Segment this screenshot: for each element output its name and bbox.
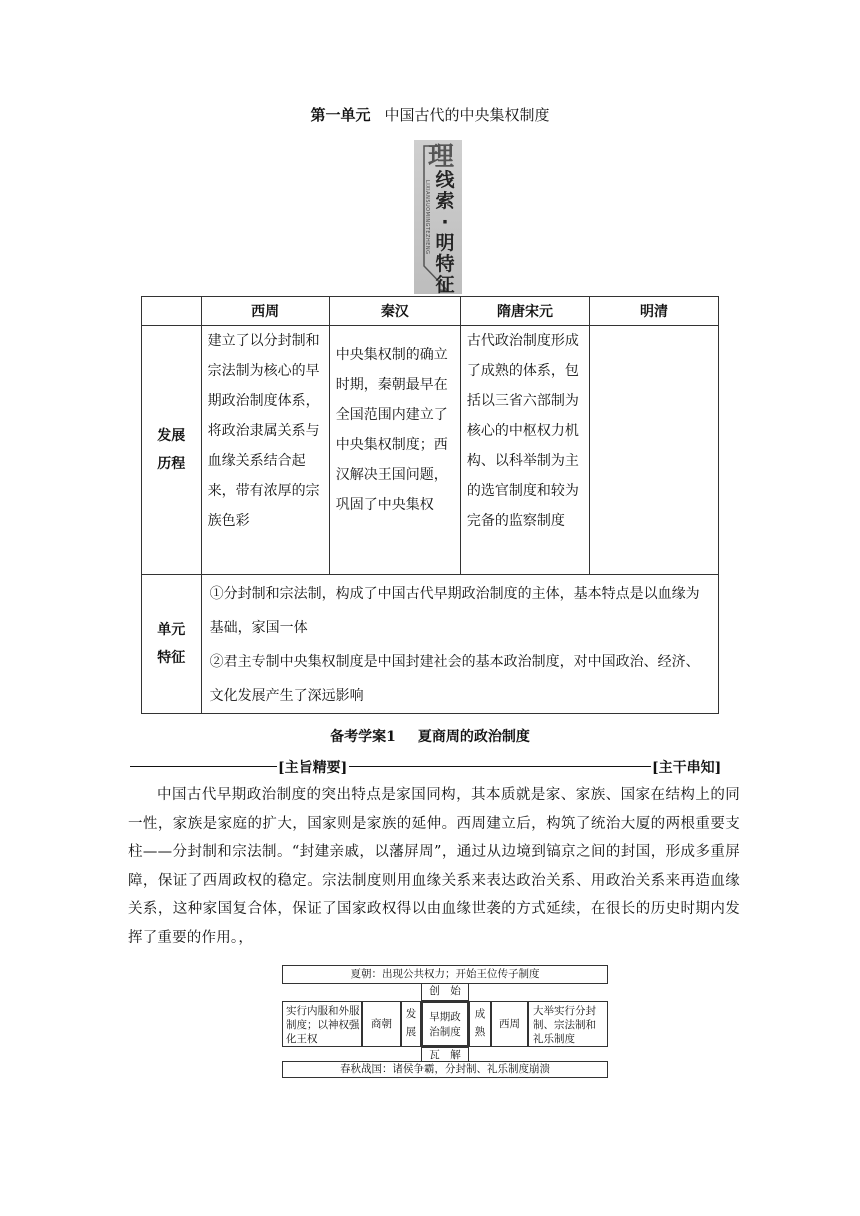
row-label-features: 单元 特征	[142, 575, 202, 714]
unit-title-text: 中国古代的中央集权制度	[384, 106, 550, 124]
table-header-suitang: 隋唐宋元	[460, 297, 589, 326]
section-separator	[130, 757, 730, 777]
diagram-mature-box: 成 熟	[469, 1001, 491, 1047]
tag-knowledge-chain: [主干串知]	[652, 760, 722, 776]
table-header-xizhou: 西周	[201, 297, 329, 326]
table-header-qinhan: 秦汉	[329, 297, 460, 326]
logo-pinyin: LIXIANSUOMINGTEZHENG	[424, 180, 430, 255]
diagram-start-box: 创 始	[421, 984, 469, 1001]
unit-label: 第一单元	[310, 106, 371, 124]
diagram-develop-box: 发 展	[401, 1001, 421, 1047]
case-title-text: 夏商周的政治制度	[417, 729, 530, 745]
diagram-xizhou-policy-box: 大举实行分封制、宗法制和礼乐制度	[528, 1001, 608, 1047]
diagram-shang-box: 商朝	[362, 1001, 401, 1047]
logo-big-char: 理	[428, 142, 455, 172]
tag-main-idea: [主旨精要]	[278, 760, 348, 776]
cell-xizhou: 建立了以分封制和宗法制为核心的早期政治制度体系，将政治隶属关系与血缘关系结合起来，带有浓厚的宗族色彩	[201, 326, 329, 575]
diagram-xia-box: 夏朝：出现公共权力；开始王位传子制度	[282, 965, 608, 984]
table-header-mingqing: 明清	[590, 297, 719, 326]
table-header-row	[142, 297, 719, 326]
diagram-xizhou-box: 西周	[491, 1001, 528, 1047]
unit-title	[0, 104, 860, 125]
overview-table	[141, 296, 719, 714]
cell-qinhan: 中央集权制的确立时期，秦朝最早在全国范围内建立了中央集权制度；西汉解决王国问题，巩固了中央集权	[329, 326, 460, 575]
feature-2: ②君主专制中央集权制度是中国封建社会的基本政治制度，对中国政治、经济、文化发展产生了深远影响	[209, 654, 700, 704]
case-title	[0, 726, 860, 746]
row-label-development: 发展 历程	[142, 326, 202, 575]
knowledge-diagram	[282, 965, 608, 1078]
diagram-center-box: 早期政治制度	[421, 1001, 469, 1047]
cell-suitang: 古代政治制度形成了成熟的体系，包括以三省六部制为核心的中枢权力机构、以科举制为主的选官制度和较为完备的监察制度	[460, 326, 589, 575]
diagram-shang-policy-box: 实行内服和外服制度；以神权强化王权	[282, 1001, 362, 1047]
main-paragraph: 中国古代早期政治制度的突出特点是家国同构，其本质就是家、家族、国家在结构上的同一性，家族是家庭的扩大，国家则是家族的延伸。西周建立后，构筑了统治大厦的两根重要支柱——分封制和宗法制。“封建亲戚，以藩屏周”，通过从边境到镐京之间的封国，形成多重屏障，保证了西周政权的稳定。宗法制度则用血缘关系来表达政治关系、用政治关系来再造血缘关系，这种家国复合体，保证了国家政权得以由血缘世袭的方式延续，在很长的历史时期内发挥了重要的作用。，	[128, 787, 740, 946]
clue-logo	[414, 140, 462, 294]
cell-unit-features	[201, 575, 718, 714]
separator-line-left	[130, 766, 277, 767]
table-header-empty	[142, 297, 202, 326]
logo-chars: 线 索 · 明 特 征	[435, 169, 455, 296]
diagram-collapse-box: 瓦 解	[421, 1047, 469, 1061]
feature-1: ①分封制和宗法制，构成了中国古代早期政治制度的主体，基本特点是以血缘为基础，家国一体	[209, 586, 700, 636]
separator-line-middle	[349, 766, 651, 767]
cell-mingqing	[590, 326, 719, 575]
case-label: 备考学案1	[330, 729, 396, 745]
diagram-chunqiu-box: 春秋战国：诸侯争霸，分封制、礼乐制度崩溃	[282, 1061, 608, 1078]
table-row-development	[142, 326, 719, 575]
table-row-features	[142, 575, 719, 714]
